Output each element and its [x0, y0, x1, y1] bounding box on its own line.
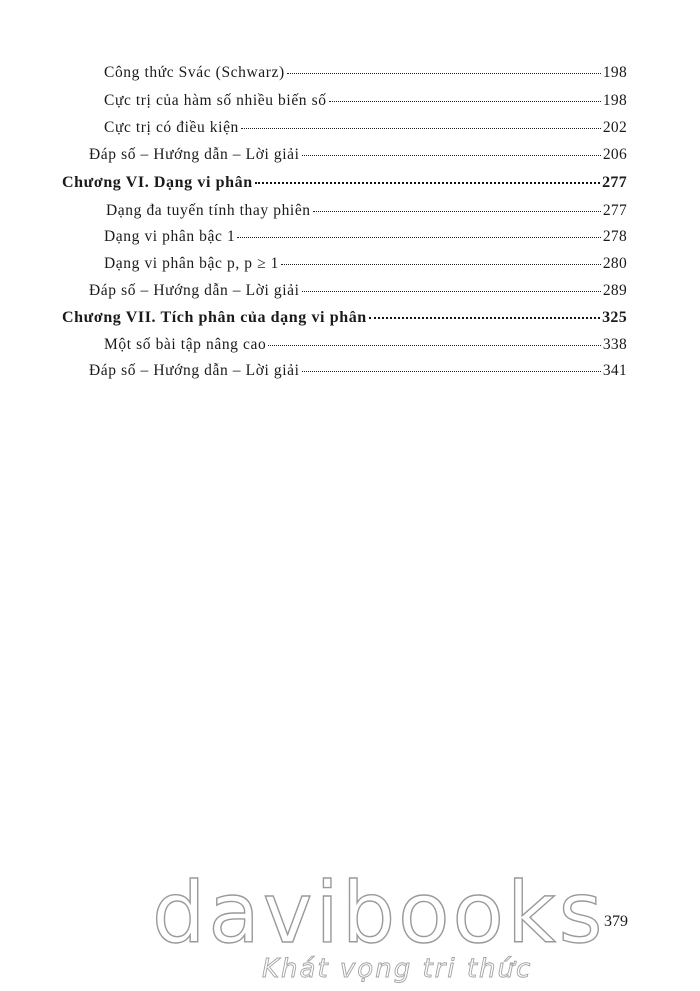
- toc-entry-title: Đáp số – Hướng dẫn – Lời giải: [89, 282, 300, 299]
- dot-leader: [241, 128, 601, 129]
- toc-entry: [104, 118, 627, 138]
- dot-leader: [287, 73, 601, 74]
- toc-entry-page: 206: [602, 146, 627, 163]
- toc-entry-title: Công thức Svác (Schwarz): [104, 64, 285, 81]
- toc-entry-page: 277: [602, 202, 627, 219]
- toc-entry-page: 280: [602, 255, 627, 272]
- toc-entry-page: 198: [602, 92, 627, 109]
- toc-entry: [104, 91, 627, 111]
- toc-entry-title: Đáp số – Hướng dẫn – Lời giải: [89, 362, 300, 379]
- dot-leader: [329, 101, 601, 102]
- toc-entry-page: 289: [602, 282, 627, 299]
- toc-chapter-page: 277: [602, 174, 627, 191]
- toc-entry-page: 341: [602, 362, 627, 379]
- toc-chapter-title: Chương VI. Dạng vi phân: [62, 174, 253, 191]
- dot-leader: [281, 264, 601, 265]
- toc-entry-title: Dạng vi phân bậc p, p ≥ 1: [104, 255, 280, 272]
- toc-entry: [104, 254, 627, 274]
- toc-entry: [89, 361, 627, 381]
- dot-leader: [369, 317, 600, 319]
- dot-leader: [313, 211, 601, 212]
- page-number: 379: [604, 913, 628, 930]
- watermark-tagline: Khát vọng tri thức: [262, 954, 533, 984]
- toc-chapter: [62, 308, 627, 328]
- toc-entry-page: 202: [602, 119, 627, 136]
- toc-entry: [104, 227, 627, 247]
- toc-chapter-title: Chương VII. Tích phân của dạng vi phân: [62, 309, 367, 326]
- toc-entry-page: 198: [602, 64, 627, 81]
- dot-leader: [302, 371, 601, 372]
- toc-entry: [104, 63, 627, 83]
- toc-entry-title: Dạng vi phân bậc 1: [104, 228, 236, 245]
- toc-entry: [106, 201, 627, 221]
- toc-entry-title: Dạng đa tuyến tính thay phiên: [106, 202, 311, 219]
- dot-leader: [268, 345, 601, 346]
- toc-entry-title: Một số bài tập nâng cao: [104, 336, 267, 353]
- dot-leader: [255, 182, 600, 184]
- toc-chapter: [62, 173, 627, 193]
- watermark-logo: davibooks: [152, 864, 606, 962]
- toc-entry-title: Đáp số – Hướng dẫn – Lời giải: [89, 146, 300, 163]
- dot-leader: [302, 155, 601, 156]
- toc-entry-page: 278: [602, 228, 627, 245]
- toc-entry-page: 338: [602, 336, 627, 353]
- toc-entry-title: Cực trị của hàm số nhiều biến số: [104, 92, 327, 109]
- dot-leader: [302, 291, 601, 292]
- toc-entry: [89, 145, 627, 165]
- toc-entry-title: Cực trị có điều kiện: [104, 119, 239, 136]
- watermark: [0, 860, 700, 991]
- toc-entry: [89, 281, 627, 301]
- dot-leader: [237, 237, 601, 238]
- toc-chapter-page: 325: [602, 309, 627, 326]
- toc-entry: [104, 335, 627, 355]
